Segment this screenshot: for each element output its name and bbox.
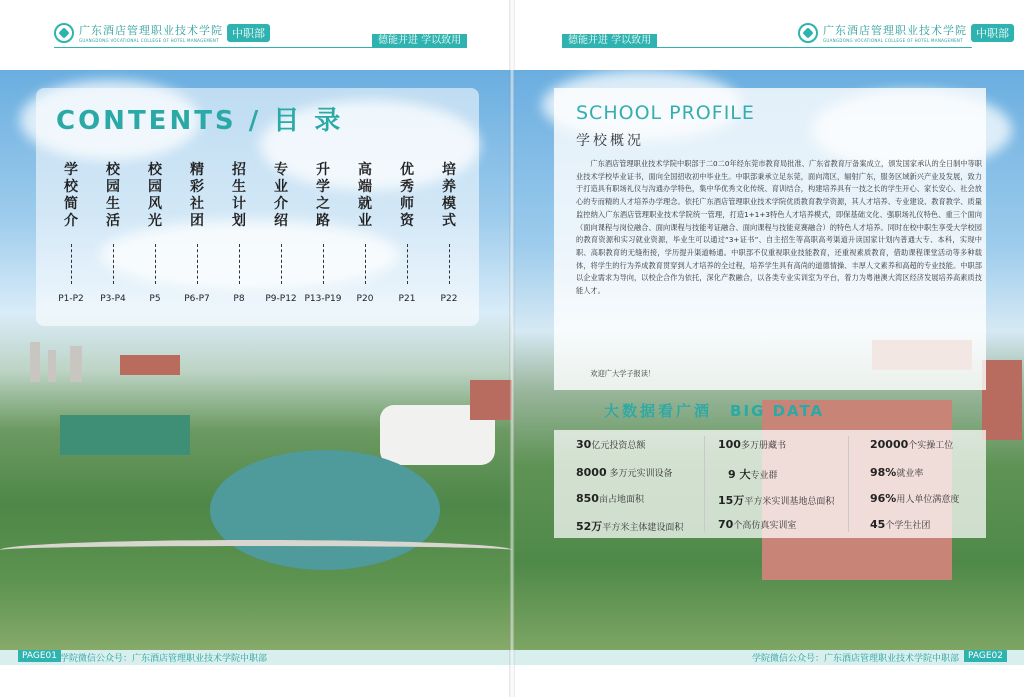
stat-item: 8000 多万元实训设备 <box>576 466 673 479</box>
dept-badge: 中职部 <box>971 24 1014 42</box>
toc-page: P1-P2 <box>58 294 84 304</box>
toc-item[interactable] <box>302 162 344 304</box>
toc-item[interactable] <box>50 162 92 304</box>
toc-page: P3-P4 <box>100 294 126 304</box>
toc-item[interactable] <box>428 162 470 304</box>
toc-label: 校园风光 <box>148 162 162 229</box>
stat-item: 98%就业率 <box>870 466 924 479</box>
toc-page: P20 <box>356 294 374 304</box>
stat-item: 30亿元投资总额 <box>576 438 646 451</box>
toc-label: 精彩社团 <box>190 162 204 229</box>
school-name-en: GUANGDONG VOCATIONAL COLLEGE OF HOTEL MANAGEMENT <box>823 38 963 43</box>
toc-label: 招生计划 <box>232 162 246 229</box>
big-data-title-en: BIG DATA <box>730 402 825 420</box>
table-of-contents <box>50 162 470 304</box>
dept-badge: 中职部 <box>227 24 270 42</box>
school-profile-card <box>554 88 986 390</box>
toc-label: 高端就业 <box>358 162 372 229</box>
slogan-bar: 德能并进 学以致用 <box>562 34 657 48</box>
school-logo <box>798 22 1014 43</box>
toc-page: P21 <box>398 294 416 304</box>
toc-label: 专业介绍 <box>274 162 288 229</box>
stat-item: 9 大专业群 <box>728 468 778 481</box>
stat-item: 52万平方米主体建设面积 <box>576 520 684 533</box>
page-number: PAGE02 <box>964 650 1007 662</box>
contents-title: CONTENTS / 目 录 <box>56 106 344 136</box>
toc-page: P6-P7 <box>184 294 210 304</box>
toc-label: 培养模式 <box>442 162 456 229</box>
big-data-title-cn: 大数据看广酒 <box>604 402 713 420</box>
big-data-title <box>604 400 824 421</box>
slogan-bar: 德能并进 学以致用 <box>372 34 467 48</box>
toc-page: P8 <box>233 294 245 304</box>
stat-item: 96%用人单位满意度 <box>870 492 960 505</box>
footer-wechat-text: 学院微信公众号：广东酒店管理职业技术学院中职部 <box>60 654 268 664</box>
stat-item: 15万平方米实训基地总面积 <box>718 494 835 507</box>
school-name-cn: 广东酒店管理职业技术学院 <box>79 24 223 37</box>
page-number: PAGE01 <box>18 650 61 662</box>
toc-page: P5 <box>149 294 161 304</box>
toc-page: P22 <box>440 294 458 304</box>
left-header <box>0 0 512 70</box>
toc-item[interactable] <box>386 162 428 304</box>
school-name-en: GUANGDONG VOCATIONAL COLLEGE OF HOTEL MANAGEMENT <box>79 38 219 43</box>
school-emblem-icon <box>798 23 818 43</box>
stat-item: 45个学生社团 <box>870 518 931 531</box>
school-emblem-icon <box>54 23 74 43</box>
toc-item[interactable] <box>344 162 386 304</box>
toc-label: 升学之路 <box>316 162 330 229</box>
page-spine <box>509 0 515 697</box>
toc-item[interactable] <box>218 162 260 304</box>
toc-item[interactable] <box>176 162 218 304</box>
toc-page: P9-P12 <box>265 294 297 304</box>
stat-item: 850亩占地面积 <box>576 492 644 505</box>
profile-closing: 欢迎广大学子报读！ <box>590 369 656 378</box>
stat-item: 20000个实操工位 <box>870 438 954 451</box>
right-page <box>512 0 1024 697</box>
stat-item: 70个高仿真实训室 <box>718 518 797 531</box>
toc-label: 优秀师资 <box>400 162 414 229</box>
big-data-stats <box>554 430 986 538</box>
toc-item[interactable] <box>92 162 134 304</box>
toc-item[interactable] <box>134 162 176 304</box>
right-header <box>512 0 1024 70</box>
profile-title-cn: 学校概况 <box>576 133 644 149</box>
toc-label: 校园生活 <box>106 162 120 229</box>
toc-page: P13-P19 <box>304 294 342 304</box>
profile-title-en: SCHOOL PROFILE <box>576 102 755 124</box>
toc-item[interactable] <box>260 162 302 304</box>
stat-item: 100多万册藏书 <box>718 438 786 451</box>
school-logo <box>54 22 270 43</box>
contents-card <box>36 88 479 326</box>
profile-body: 广东酒店管理职业技术学院中职部于二0二0年经东莞市教育局批准、广东省教育厅备案成立，颁发国家承认的全日制中等职业技术学校毕业证书，面向全国招收初中毕业生。中职部秉承立足东莞，面向湾区，辐射广东，服务区域新兴产业及发展，致力于打造具有职场礼仪与沟通办学特色，集中华优秀文化传统、育训结合，构建培养具有一技之长的学生开心、家长安心、社会放心的专而精的人才培养办学理念。依托广东酒店管理职业技术学院优质教育教学资源，其人才培养、专业建设、教育教学、质量监控纳入广东酒店管理职业技术学院统一管理，打造1+1+3特色人才培养模式，即保基础文化、强职场礼仪特色、重三个面向（面向课程与岗位融合、面向课程与技能考证融合、面向课程与技能竞赛融合）的特色人才培养。同时在校中职生享受大学校园的教育资源和实习就业资源，毕业生可以通过“3+证书”、自主招生等高职高考渠道升读国家计划内普通大专、本科，实现中职、高职教育的无缝衔接，学历提升渠道畅通。中职部不仅重视职业技能教育，还重视素质教育，借助课程课堂活动等多种载体，将学生的行为养成教育贯穿到人才培养的全过程，培养学生具有高尚的道德情操、丰厚人文素养和高超的专业技能。中职部以企业需求为导向，以校企合作为依托，深化产教融合，以各类专业实训室为平台，着力为粤港澳大湾区经济发展培养高素质技能人才。 <box>576 159 982 296</box>
school-name-cn: 广东酒店管理职业技术学院 <box>823 24 967 37</box>
toc-label: 学校简介 <box>64 162 78 229</box>
footer-wechat-text: 学院微信公众号：广东酒店管理职业技术学院中职部 <box>752 654 960 664</box>
